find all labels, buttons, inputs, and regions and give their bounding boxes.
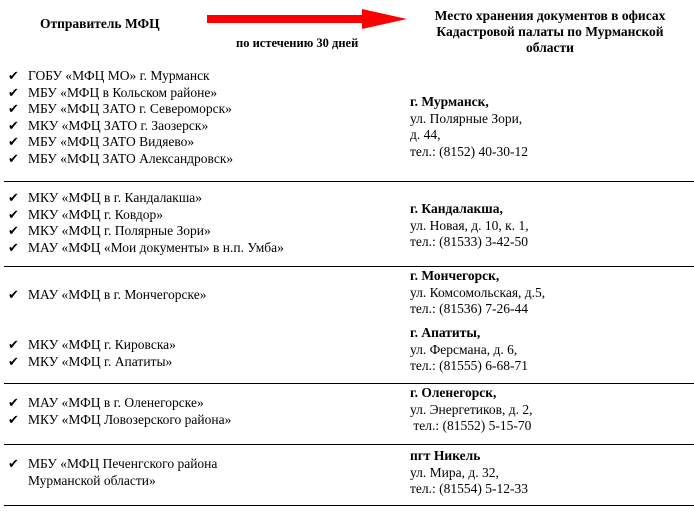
- check-icon: ✔: [8, 68, 19, 83]
- list-item: ✔ МБУ «МФЦ в Кольском районе»: [8, 84, 218, 100]
- check-icon: ✔: [8, 456, 19, 471]
- red-arrow-icon: [207, 8, 407, 30]
- address-phone: тел.: (81555) 6-68-71: [410, 358, 528, 373]
- check-icon: ✔: [8, 84, 19, 100]
- list-item: ✔ МАУ «МФЦ в г. Оленегорске»: [8, 395, 204, 410]
- address-phone: тел.: (81554) 5-12-33: [410, 481, 528, 496]
- list-item: ✔ МКУ «МФЦ г. Ковдор»: [8, 206, 164, 222]
- address-phone: тел.: (81533) 3-42-50: [410, 234, 528, 249]
- address-city: г. Кандалакша,: [410, 201, 503, 216]
- check-icon: ✔: [8, 101, 19, 117]
- address-phone: тел.: (8152) 40-30-12: [410, 143, 528, 159]
- list-item: ✔ МКУ «МФЦ ЗАТО г. Заозерск»: [8, 117, 209, 133]
- address-murmansk: [410, 94, 528, 160]
- list-item: ✔ МКУ «МФЦ г. Кировска»: [8, 337, 176, 352]
- address-nikel: [410, 448, 528, 498]
- check-icon: ✔: [8, 150, 19, 166]
- check-icon: ✔: [8, 223, 19, 239]
- storage-heading-line1: Место хранения документов в офисах: [434, 8, 666, 23]
- address-street: ул. Мира, д. 32,: [410, 464, 499, 480]
- check-icon: ✔: [8, 117, 19, 133]
- check-icon: ✔: [8, 411, 19, 427]
- list-item: ✔ МАУ «МФЦ в г. Мончегорске»: [8, 287, 207, 302]
- storage-heading: [410, 8, 690, 56]
- address-city: г. Апатиты,: [410, 325, 481, 340]
- address-street: ул. Новая, д. 10, к. 1,: [410, 217, 529, 233]
- check-icon: ✔: [8, 287, 19, 302]
- divider: [4, 444, 694, 445]
- address-house: д. 44,: [410, 127, 441, 142]
- list-item: ✔ МБУ «МФЦ ЗАТО Александровск»: [8, 150, 234, 166]
- sender-list-monchegorsk: [8, 287, 206, 304]
- sender-list-murmansk: [8, 68, 233, 168]
- sender-heading: Отправитель МФЦ: [40, 16, 160, 31]
- address-city: г. Мурманск,: [410, 94, 489, 109]
- check-icon: ✔: [8, 134, 19, 150]
- address-street: ул. Энергетиков, д. 2,: [410, 401, 533, 417]
- sender-list-nikel: [8, 456, 258, 489]
- address-street: ул. Полярные Зори,: [410, 110, 523, 126]
- address-phone: тел.: (81536) 7-26-44: [410, 301, 528, 316]
- address-kandalaksha: [410, 201, 529, 251]
- list-item: ✔ МБУ «МФЦ ЗАТО Видяево»: [8, 134, 195, 150]
- list-item: ✔ МАУ «МФЦ «Мои документы» в н.п. Умба»: [8, 239, 284, 255]
- divider: [4, 505, 694, 506]
- divider: [4, 383, 694, 384]
- check-icon: ✔: [8, 190, 19, 205]
- divider: [4, 266, 694, 267]
- check-icon: ✔: [8, 395, 19, 410]
- address-apatity: [410, 325, 528, 375]
- storage-heading-line3: области: [526, 40, 574, 55]
- after-30-days-label: по истечению 30 дней: [236, 36, 359, 50]
- list-item: ✔ МКУ «МФЦ Ловозерского района»: [8, 411, 232, 427]
- check-icon: ✔: [8, 206, 19, 222]
- address-city: пгт Никель: [410, 448, 481, 463]
- list-item: ✔ МБУ «МФЦ ЗАТО г. Североморск»: [8, 101, 232, 117]
- address-city: г. Мончегорск,: [410, 268, 500, 283]
- address-city: г. Оленегорск,: [410, 385, 497, 400]
- list-item: ✔ МКУ «МФЦ г. Полярные Зори»: [8, 223, 211, 239]
- check-icon: ✔: [8, 239, 19, 255]
- address-phone: тел.: (81552) 5-15-70: [410, 418, 532, 433]
- divider: [4, 181, 694, 182]
- check-icon: ✔: [8, 337, 19, 352]
- list-item: ✔ МКУ «МФЦ г. Апатиты»: [8, 353, 173, 369]
- list-item: ✔ МБУ «МФЦ Печенгского района Мурманской области»: [8, 456, 218, 488]
- sender-list-apatity: [8, 337, 176, 370]
- check-icon: ✔: [8, 353, 19, 369]
- storage-heading-line2: Кадастровой палаты по Мурманской: [436, 24, 664, 39]
- address-street: ул. Комсомольская, д.5,: [410, 284, 546, 300]
- sender-list-kandalaksha: [8, 190, 284, 256]
- address-street: ул. Ферсмана, д. 6,: [410, 341, 518, 357]
- sender-list-olenegorsk: [8, 395, 231, 428]
- list-item: ✔ ГОБУ «МФЦ МО» г. Мурманск: [8, 68, 210, 83]
- address-olenegorsk: [410, 385, 533, 435]
- address-monchegorsk: [410, 268, 545, 318]
- list-item: ✔ МКУ «МФЦ в г. Кандалакша»: [8, 190, 202, 205]
